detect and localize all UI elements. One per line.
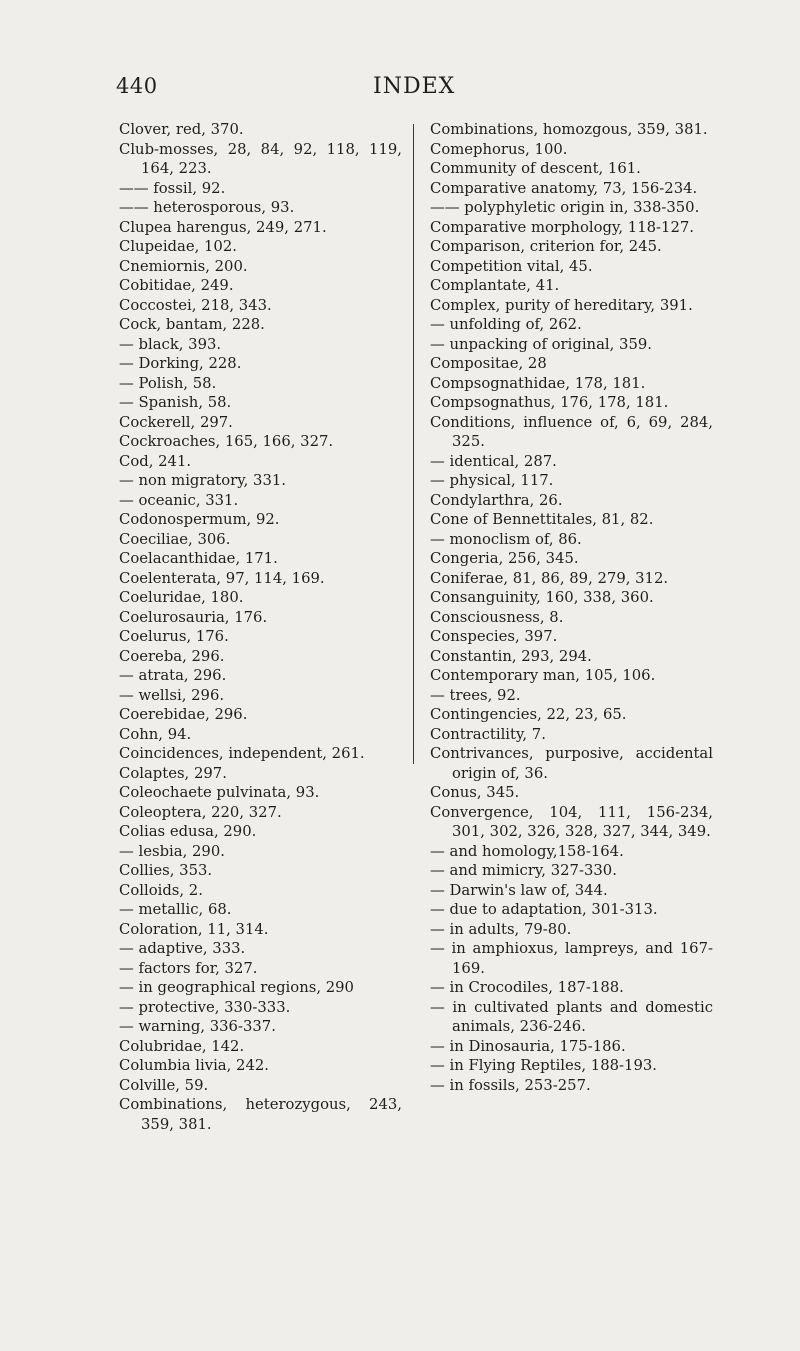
- index-entry: — Polish, 58.: [119, 374, 217, 392]
- index-entry: Colaptes, 297.: [119, 764, 227, 782]
- index-entry: Conspecies, 397.: [430, 628, 558, 645]
- index-entry: Coccostei, 218, 343.: [119, 296, 272, 314]
- index-entry: Competition vital, 45.: [430, 257, 593, 275]
- index-entry: — lesbia, 290.: [119, 842, 225, 860]
- index-entry: Comephorus, 100.: [430, 140, 568, 158]
- index-entry: — adaptive, 333.: [119, 940, 246, 957]
- page-number: 440: [116, 74, 158, 98]
- index-entry: — identical, 287.: [430, 452, 557, 470]
- index-entry: Cone of Bennettitales, 81, 82.: [430, 511, 654, 528]
- index-entry: Club-mosses, 28, 84, 92, 118, 119, 164, 223.: [119, 140, 402, 177]
- index-entry: Convergence, 104, 111, 156-234, 301, 302, 326, 328, 327, 344, 349.: [430, 803, 713, 840]
- index-entry: Consciousness, 8.: [430, 608, 564, 626]
- index-entry: — in amphioxus, lampreys, and 167-169.: [430, 940, 713, 977]
- index-entry: — metallic, 68.: [119, 901, 232, 918]
- index-entry: — Spanish, 58.: [119, 394, 232, 411]
- index-entry: Cod, 241.: [119, 452, 192, 470]
- index-entry: Complex, purity of hereditary, 391.: [430, 296, 693, 314]
- index-entry: Cockerell, 297.: [119, 413, 233, 431]
- index-entry: Coelacanthidae, 171.: [119, 550, 278, 567]
- index-entry: — protective, 330-333.: [119, 998, 291, 1016]
- index-entry: Cockroaches, 165, 166, 327.: [119, 433, 334, 450]
- index-entry: Community of descent, 161.: [430, 160, 641, 177]
- index-entry: Cohn, 94.: [119, 725, 192, 743]
- index-entry: — trees, 92.: [430, 686, 521, 704]
- index-entry: — in Dinosauria, 175-186.: [430, 1037, 626, 1055]
- index-entry: Columbia livia, 242.: [119, 1057, 269, 1074]
- index-entry: Compsognathidae, 178, 181.: [430, 374, 646, 392]
- index-entry: —— polyphyletic origin in, 338-350.: [430, 199, 700, 216]
- index-entry: Clover, red, 370.: [119, 121, 244, 138]
- index-entry: Contingencies, 22, 23, 65.: [430, 706, 627, 723]
- column-divider: [413, 124, 414, 764]
- index-entry: Coereba, 296.: [119, 647, 225, 665]
- index-entry: Colias edusa, 290.: [119, 823, 257, 840]
- index-entry: Clupeidae, 102.: [119, 238, 237, 255]
- index-entry: — Dorking, 228.: [119, 355, 242, 372]
- index-entry: — physical, 117.: [430, 472, 554, 489]
- index-entry: Collies, 353.: [119, 862, 213, 879]
- index-entry: Comparison, criterion for, 245.: [430, 238, 662, 255]
- index-entry: — wellsi, 296.: [119, 686, 225, 704]
- index-entry: — monoclism of, 86.: [430, 530, 582, 548]
- index-entry: Colville, 59.: [119, 1076, 209, 1094]
- index-entry: Coelenterata, 97, 114, 169.: [119, 569, 325, 587]
- index-entry: — atrata, 296.: [119, 667, 227, 684]
- index-entry: Coeluridae, 180.: [119, 589, 244, 606]
- index-entry: Coelurosauria, 176.: [119, 608, 268, 626]
- index-entry: Coerebidae, 296.: [119, 706, 248, 723]
- index-entry: — unfolding of, 262.: [430, 316, 582, 333]
- index-entry: — in Crocodiles, 187-188.: [430, 979, 624, 996]
- index-entry: —— heterosporous, 93.: [119, 199, 295, 216]
- index-entry: — oceanic, 331.: [119, 491, 239, 509]
- index-entry: — warning, 336-337.: [119, 1018, 276, 1035]
- index-entry: Coloration, 11, 314.: [119, 920, 269, 938]
- index-entry: Coniferae, 81, 86, 89, 279, 312.: [430, 569, 669, 587]
- index-entry: Comparative morphology, 118-127.: [430, 218, 694, 236]
- index-entry: Contractility, 7.: [430, 725, 546, 743]
- index-entry: Congeria, 256, 345.: [430, 550, 579, 567]
- index-entry: — unpacking of original, 359.: [430, 335, 652, 353]
- index-entry: Codonospermum, 92.: [119, 511, 280, 528]
- index-entry: Compositae, 28: [430, 355, 547, 372]
- index-entry: — in fossils, 253-257.: [430, 1076, 591, 1094]
- index-entry: Compsognathus, 176, 178, 181.: [430, 394, 669, 411]
- index-entry: — in adults, 79-80.: [430, 920, 572, 938]
- index-entry: Cnemiornis, 200.: [119, 257, 248, 275]
- index-entry: — Darwin's law of, 344.: [430, 881, 608, 899]
- index-entry: Coleochaete pulvinata, 93.: [119, 784, 320, 801]
- index-entry: — black, 393.: [119, 335, 222, 353]
- index-entry: —— fossil, 92.: [119, 179, 226, 197]
- index-entry: — due to adaptation, 301-313.: [430, 901, 658, 918]
- index-entry: Contemporary man, 105, 106.: [430, 667, 656, 684]
- index-column-left: [119, 120, 402, 1134]
- index-entry: Combinations, homozgous, 359, 381.: [430, 121, 708, 138]
- index-entry: Coelurus, 176.: [119, 628, 229, 645]
- index-entry: Cock, bantam, 228.: [119, 316, 265, 333]
- index-entry: — and homology,158-164.: [430, 842, 624, 860]
- index-entry: Combinations, heterozygous, 243, 359, 381.: [119, 1096, 402, 1133]
- index-entry: Colloids, 2.: [119, 881, 203, 899]
- running-head: INDEX: [373, 74, 456, 99]
- index-entry: — factors for, 327.: [119, 959, 258, 977]
- index-entry: Coincidences, independent, 261.: [119, 745, 365, 762]
- page-header: [0, 74, 800, 104]
- index-entry: Constantin, 293, 294.: [430, 647, 592, 665]
- index-entry: Conus, 345.: [430, 784, 520, 801]
- index-entry: Consanguinity, 160, 338, 360.: [430, 589, 654, 606]
- index-entry: Clupea harengus, 249, 271.: [119, 218, 327, 236]
- index-column-right: [430, 120, 713, 1095]
- index-entry: Cobitidae, 249.: [119, 277, 234, 294]
- index-entry: Complantate, 41.: [430, 277, 560, 294]
- index-entry: Coleoptera, 220, 327.: [119, 803, 282, 821]
- index-entry: — and mimicry, 327-330.: [430, 862, 617, 879]
- index-entry: Condylarthra, 26.: [430, 491, 563, 509]
- index-entry: Comparative anatomy, 73, 156-234.: [430, 179, 698, 197]
- index-entry: — in Flying Reptiles, 188-193.: [430, 1057, 657, 1074]
- index-entry: — in cultivated plants and domestic animals, 236-246.: [430, 998, 713, 1035]
- index-entry: Colubridae, 142.: [119, 1037, 245, 1055]
- index-entry: — in geographical regions, 290: [119, 979, 354, 996]
- index-entry: Coeciliae, 306.: [119, 530, 231, 548]
- index-entry: Conditions, influence of, 6, 69, 284, 325.: [430, 413, 713, 450]
- index-entry: — non migratory, 331.: [119, 472, 286, 489]
- index-entry: Contrivances, purposive, accidental origin of, 36.: [430, 745, 713, 782]
